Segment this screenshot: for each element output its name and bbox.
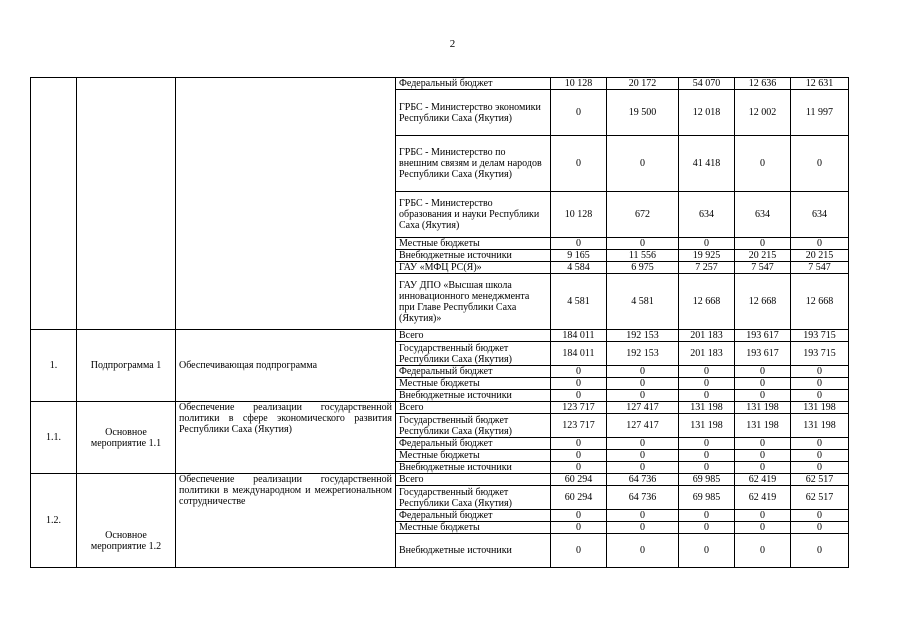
funding-source: Местные бюджеты	[396, 450, 551, 462]
amount-cell: 0	[735, 438, 791, 450]
funding-source: Всего	[396, 330, 551, 342]
funding-source: Государственный бюджет Республики Саха (Якутия)	[396, 342, 551, 366]
item-description: Обеспечивающая подпрограмма	[176, 330, 396, 402]
funding-source: Местные бюджеты	[396, 238, 551, 250]
amount-cell: 123 717	[551, 414, 607, 438]
amount-cell: 10 128	[551, 78, 607, 90]
amount-cell: 0	[551, 510, 607, 522]
amount-cell: 6 975	[607, 262, 679, 274]
amount-cell: 12 668	[791, 274, 849, 330]
amount-cell: 0	[607, 366, 679, 378]
amount-cell: 131 198	[679, 402, 735, 414]
funding-source: Внебюджетные источники	[396, 390, 551, 402]
amount-cell: 20 215	[735, 250, 791, 262]
amount-cell: 12 636	[735, 78, 791, 90]
amount-cell: 62 517	[791, 474, 849, 486]
amount-cell: 0	[679, 450, 735, 462]
amount-cell: 62 419	[735, 474, 791, 486]
amount-cell: 64 736	[607, 486, 679, 510]
item-name: Основное мероприятие 1.2	[77, 474, 176, 568]
item-description: Обеспечение реализации государственной политики в международном и межрегиональном сотрудничестве	[176, 474, 396, 568]
amount-cell: 12 668	[735, 274, 791, 330]
amount-cell: 0	[791, 462, 849, 474]
amount-cell: 0	[735, 510, 791, 522]
item-number: 1.2.	[31, 474, 77, 568]
funding-source: Местные бюджеты	[396, 522, 551, 534]
amount-cell: 0	[551, 522, 607, 534]
funding-source: ГРБС - Министерство экономики Республики Саха (Якутия)	[396, 90, 551, 136]
amount-cell: 184 011	[551, 330, 607, 342]
amount-cell: 0	[607, 136, 679, 192]
amount-cell: 0	[607, 534, 679, 568]
amount-cell: 0	[735, 136, 791, 192]
amount-cell: 0	[791, 378, 849, 390]
amount-cell: 201 183	[679, 342, 735, 366]
amount-cell: 60 294	[551, 486, 607, 510]
amount-cell: 0	[735, 238, 791, 250]
amount-cell: 184 011	[551, 342, 607, 366]
amount-cell: 12 668	[679, 274, 735, 330]
item-name: Подпрограмма 1	[77, 330, 176, 402]
amount-cell: 0	[735, 534, 791, 568]
amount-cell: 10 128	[551, 192, 607, 238]
amount-cell: 64 736	[607, 474, 679, 486]
amount-cell: 0	[735, 378, 791, 390]
amount-cell: 0	[735, 462, 791, 474]
amount-cell: 0	[551, 450, 607, 462]
amount-cell: 0	[607, 450, 679, 462]
amount-cell: 0	[607, 378, 679, 390]
amount-cell: 131 198	[735, 402, 791, 414]
funding-source: ГРБС - Министерство образования и науки Республики Саха (Якутия)	[396, 192, 551, 238]
page-number: 2	[449, 38, 456, 50]
table-row	[31, 330, 849, 342]
funding-source: Внебюджетные источники	[396, 534, 551, 568]
amount-cell: 634	[735, 192, 791, 238]
amount-cell: 0	[735, 390, 791, 402]
amount-cell: 11 556	[607, 250, 679, 262]
amount-cell: 193 617	[735, 330, 791, 342]
funding-source: Всего	[396, 474, 551, 486]
amount-cell: 0	[679, 390, 735, 402]
amount-cell: 0	[735, 450, 791, 462]
amount-cell: 0	[679, 438, 735, 450]
amount-cell: 60 294	[551, 474, 607, 486]
amount-cell: 131 198	[791, 402, 849, 414]
item-description: Обеспечение реализации государственной политики в сфере экономического развития Республики Саха (Якутия)	[176, 402, 396, 474]
funding-source: Федеральный бюджет	[396, 366, 551, 378]
amount-cell: 0	[551, 238, 607, 250]
amount-cell: 0	[679, 534, 735, 568]
amount-cell: 0	[791, 450, 849, 462]
amount-cell: 0	[607, 510, 679, 522]
amount-cell: 0	[791, 438, 849, 450]
amount-cell: 7 547	[735, 262, 791, 274]
funding-source: ГАУ «МФЦ РС(Я)»	[396, 262, 551, 274]
amount-cell: 0	[607, 390, 679, 402]
amount-cell: 193 715	[791, 330, 849, 342]
funding-source: Федеральный бюджет	[396, 78, 551, 90]
amount-cell: 0	[735, 522, 791, 534]
amount-cell: 0	[791, 136, 849, 192]
amount-cell: 0	[551, 366, 607, 378]
amount-cell: 201 183	[679, 330, 735, 342]
amount-cell: 0	[607, 438, 679, 450]
amount-cell: 0	[791, 366, 849, 378]
table-row	[31, 402, 849, 414]
funding-source: Федеральный бюджет	[396, 438, 551, 450]
amount-cell: 193 617	[735, 342, 791, 366]
amount-cell: 0	[679, 462, 735, 474]
amount-cell: 4 581	[551, 274, 607, 330]
funding-source: Государственный бюджет Республики Саха (Якутия)	[396, 414, 551, 438]
amount-cell: 0	[679, 238, 735, 250]
amount-cell: 62 517	[791, 486, 849, 510]
amount-cell: 0	[551, 390, 607, 402]
amount-cell: 62 419	[735, 486, 791, 510]
amount-cell: 20 172	[607, 78, 679, 90]
amount-cell: 0	[607, 238, 679, 250]
empty-cell	[77, 78, 176, 330]
amount-cell: 131 198	[735, 414, 791, 438]
amount-cell: 0	[607, 462, 679, 474]
amount-cell: 0	[551, 534, 607, 568]
amount-cell: 0	[679, 366, 735, 378]
amount-cell: 672	[607, 192, 679, 238]
amount-cell: 0	[791, 522, 849, 534]
amount-cell: 69 985	[679, 474, 735, 486]
item-number: 1.1.	[31, 402, 77, 474]
budget-table	[30, 77, 849, 568]
amount-cell: 11 997	[791, 90, 849, 136]
funding-source: Всего	[396, 402, 551, 414]
amount-cell: 20 215	[791, 250, 849, 262]
amount-cell: 0	[791, 390, 849, 402]
amount-cell: 54 070	[679, 78, 735, 90]
item-name: Основное мероприятие 1.1	[77, 402, 176, 474]
funding-source: ГАУ ДПО «Высшая школа инновационного менеджмента при Главе Республики Саха (Якутия)»	[396, 274, 551, 330]
amount-cell: 0	[679, 378, 735, 390]
amount-cell: 0	[791, 534, 849, 568]
amount-cell: 19 925	[679, 250, 735, 262]
amount-cell: 0	[551, 438, 607, 450]
amount-cell: 12 631	[791, 78, 849, 90]
amount-cell: 4 581	[607, 274, 679, 330]
table-row	[31, 78, 849, 90]
amount-cell: 12 002	[735, 90, 791, 136]
empty-cell	[31, 78, 77, 330]
amount-cell: 0	[735, 366, 791, 378]
amount-cell: 41 418	[679, 136, 735, 192]
amount-cell: 0	[791, 510, 849, 522]
amount-cell: 0	[791, 238, 849, 250]
empty-cell	[176, 78, 396, 330]
table-row	[31, 474, 849, 486]
amount-cell: 7 257	[679, 262, 735, 274]
funding-source: Государственный бюджет Республики Саха (Якутия)	[396, 486, 551, 510]
amount-cell: 127 417	[607, 414, 679, 438]
amount-cell: 192 153	[607, 330, 679, 342]
amount-cell: 0	[679, 522, 735, 534]
funding-source: Внебюджетные источники	[396, 250, 551, 262]
funding-source: Внебюджетные источники	[396, 462, 551, 474]
amount-cell: 634	[679, 192, 735, 238]
amount-cell: 131 198	[791, 414, 849, 438]
amount-cell: 0	[679, 510, 735, 522]
amount-cell: 0	[551, 136, 607, 192]
amount-cell: 0	[607, 522, 679, 534]
amount-cell: 0	[551, 462, 607, 474]
funding-source: ГРБС - Министерство по внешним связям и делам народов Республики Саха (Якутия)	[396, 136, 551, 192]
funding-source: Федеральный бюджет	[396, 510, 551, 522]
item-number: 1.	[31, 330, 77, 402]
amount-cell: 192 153	[607, 342, 679, 366]
amount-cell: 127 417	[607, 402, 679, 414]
amount-cell: 9 165	[551, 250, 607, 262]
amount-cell: 131 198	[679, 414, 735, 438]
amount-cell: 0	[551, 90, 607, 136]
amount-cell: 123 717	[551, 402, 607, 414]
amount-cell: 193 715	[791, 342, 849, 366]
funding-source: Местные бюджеты	[396, 378, 551, 390]
amount-cell: 19 500	[607, 90, 679, 136]
amount-cell: 12 018	[679, 90, 735, 136]
amount-cell: 0	[551, 378, 607, 390]
amount-cell: 4 584	[551, 262, 607, 274]
amount-cell: 634	[791, 192, 849, 238]
amount-cell: 7 547	[791, 262, 849, 274]
amount-cell: 69 985	[679, 486, 735, 510]
